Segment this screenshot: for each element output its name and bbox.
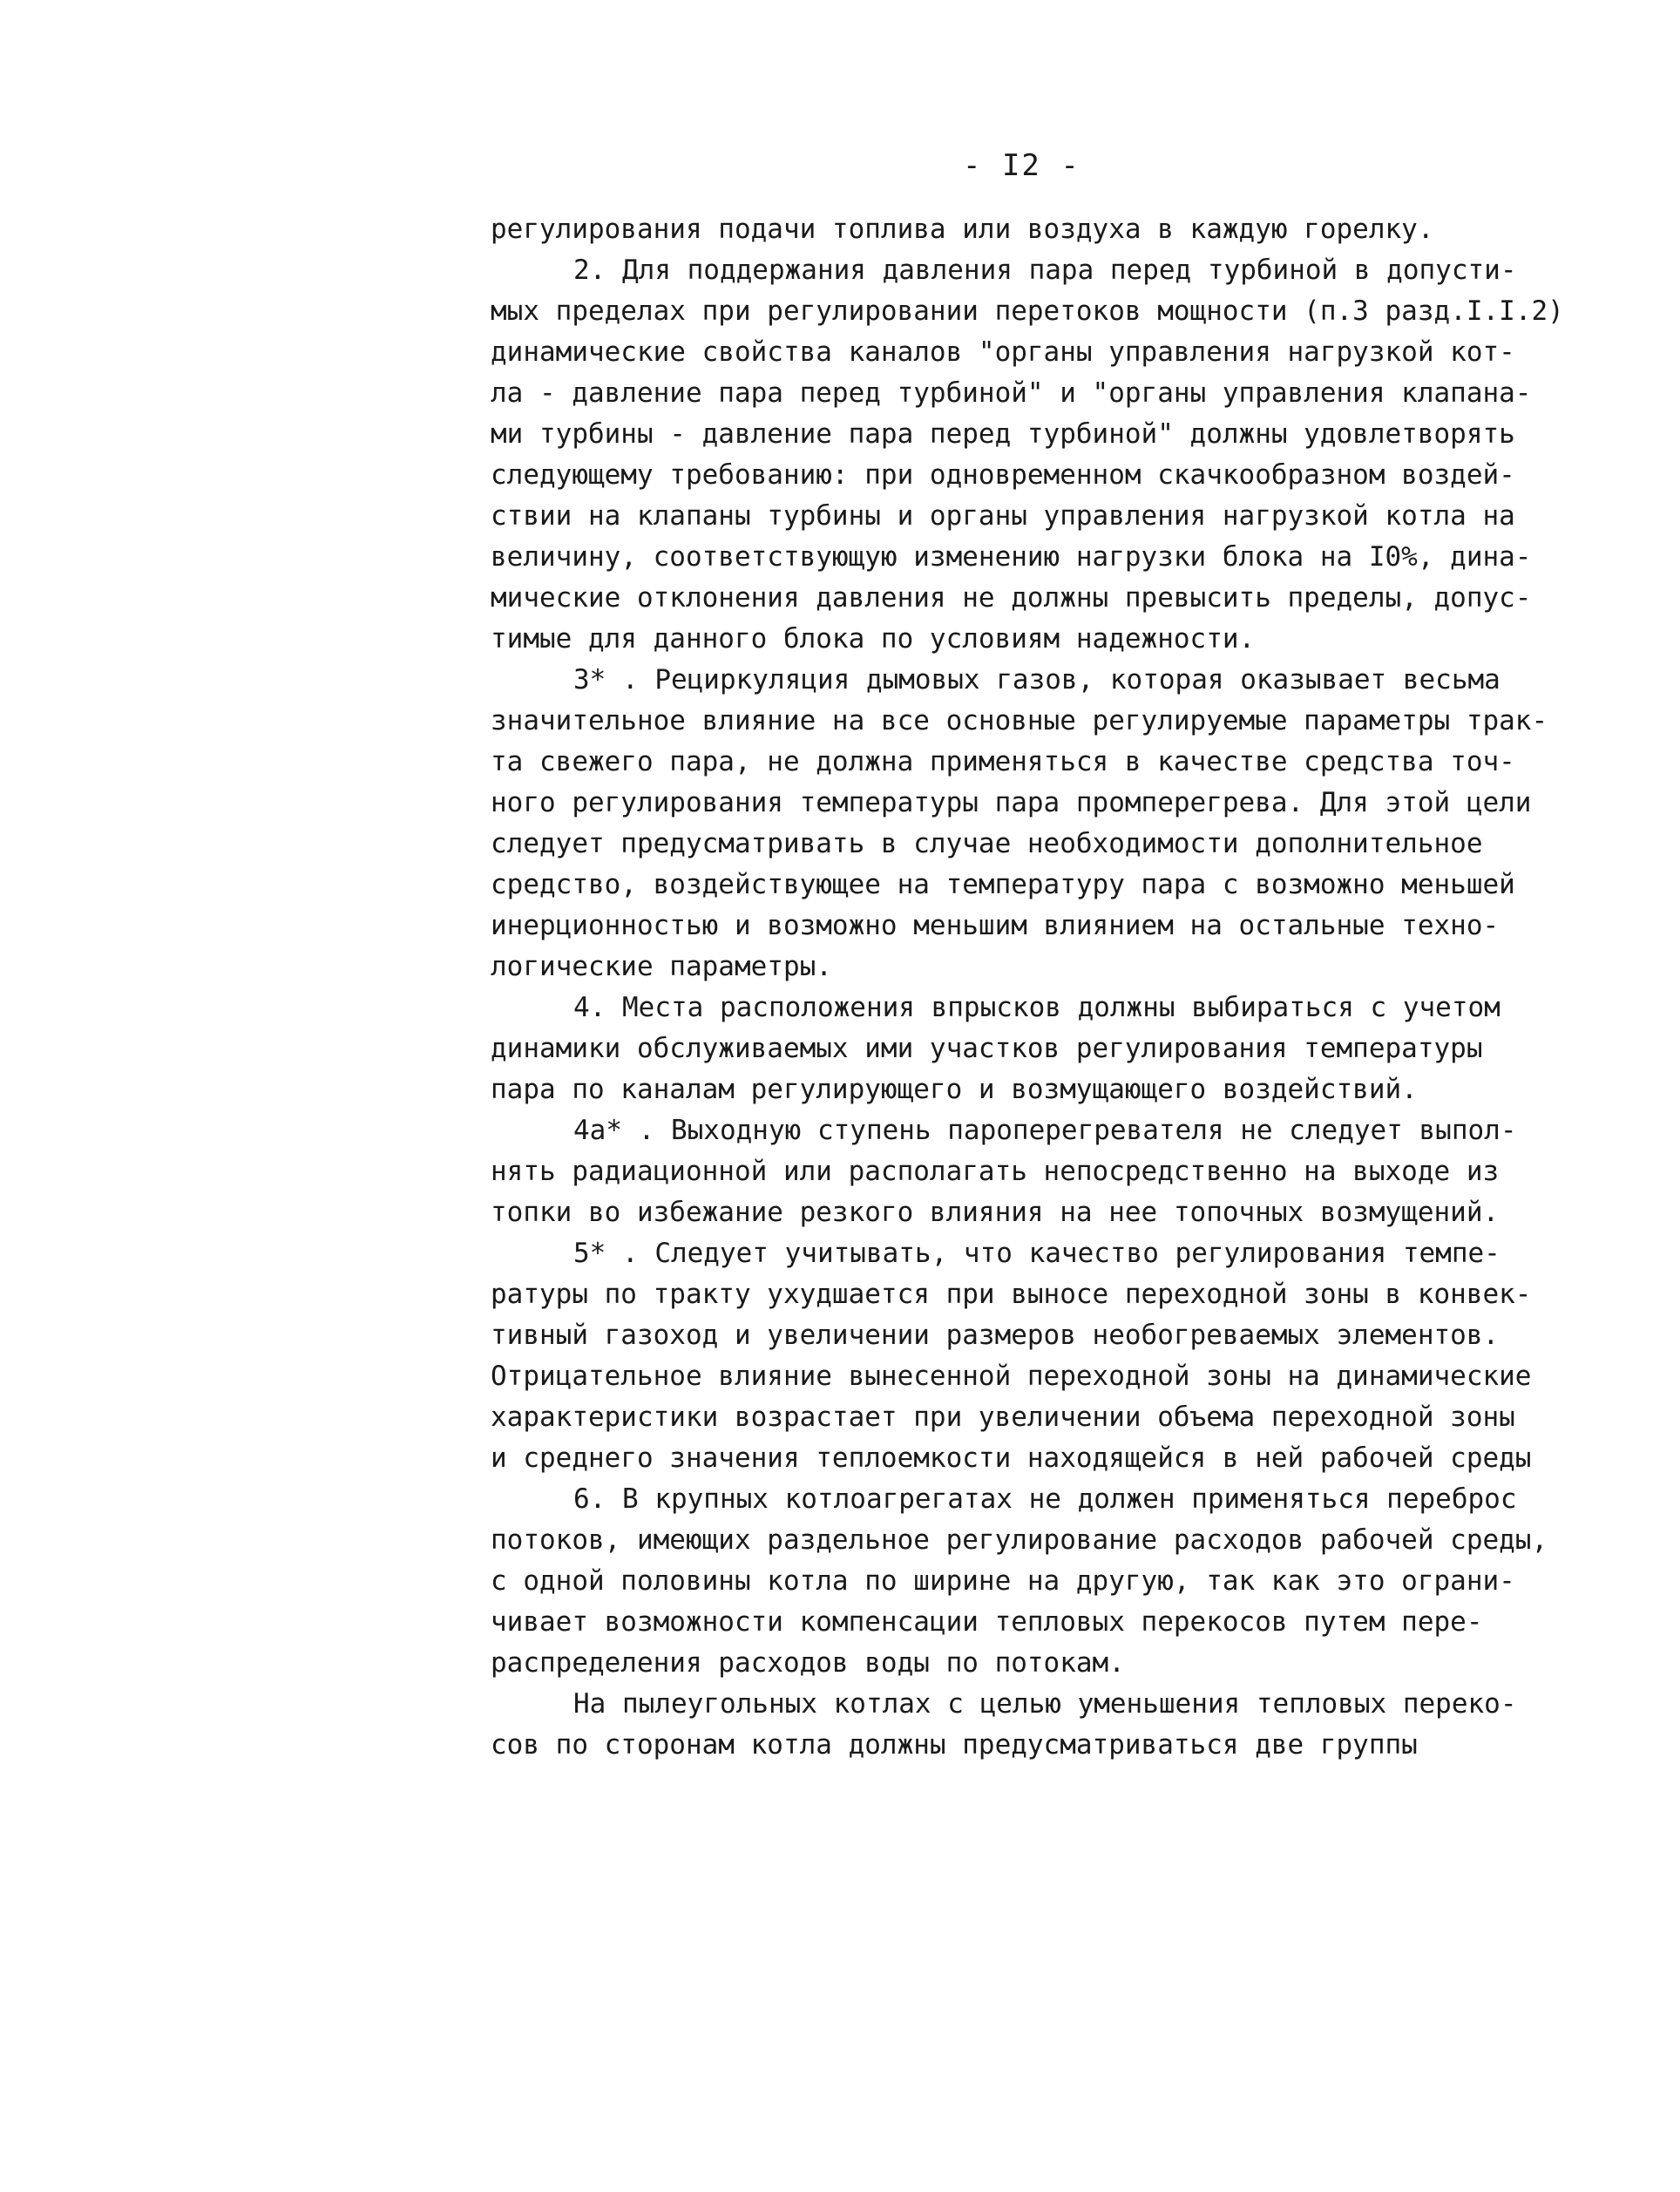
text-line: с одной половины котла по ширине на другую, так как это ограни- <box>491 1565 1515 1597</box>
text-line: динамики обслуживаемых ими участков регулирования температуры <box>491 1033 1483 1064</box>
text-line: характеристики возрастает при увеличении объема переходной зоны <box>491 1401 1515 1433</box>
text-line: регулирования подачи топлива или воздуха в каждую горелку. <box>491 214 1434 245</box>
text-line: чивает возможности компенсации тепловых перекосов путем пере- <box>491 1606 1483 1638</box>
text-line: пара по каналам регулирующего и возмущающего воздействий. <box>491 1074 1418 1105</box>
text-line: средство, воздействующее на температуру пара с возможно меньшей <box>491 869 1515 900</box>
text-line: мых пределах при регулировании перетоков мощности (п.3 разд.I.I.2) <box>491 295 1564 327</box>
text-line: значительное влияние на все основные регулируемые параметры трак- <box>491 705 1548 736</box>
text-line: тивный газоход и увеличении размеров необогреваемых элементов. <box>491 1320 1500 1351</box>
text-line: тимые для данного блока по условиям надежности. <box>491 623 1256 655</box>
page-number: - I2 - <box>963 148 1080 183</box>
text-line: 2. Для поддержания давления пара перед турбиной в допусти- <box>573 254 1517 286</box>
text-line: топки во избежание резкого влияния на нее топочных возмущений. <box>491 1197 1500 1228</box>
text-line: На пылеугольных котлах с целью уменьшения тепловых переко- <box>573 1688 1517 1720</box>
text-line: ми турбины - давление пара перед турбиной" должны удовлетворять <box>491 418 1515 450</box>
body-text <box>491 209 1597 1766</box>
text-line: 4а* . Выходную ступень пароперегревателя не следует выпол- <box>573 1115 1517 1146</box>
text-line: ратуры по тракту ухудшается при выносе переходной зоны в конвек- <box>491 1279 1532 1310</box>
text-line: ствии на клапаны турбины и органы управления нагрузкой котла на <box>491 500 1515 532</box>
text-line: нять радиационной или располагать непосредственно на выходе из <box>491 1156 1500 1187</box>
text-line: 5* . Следует учитывать, что качество регулирования темпе- <box>573 1238 1500 1269</box>
text-line: инерционностью и возможно меньшим влиянием на остальные техно- <box>491 910 1500 941</box>
text-line: 4. Места расположения впрысков должны выбираться с учетом <box>573 992 1500 1023</box>
text-line: 3* . Рециркуляция дымовых газов, которая оказывает весьма <box>573 664 1500 696</box>
text-line: мические отклонения давления не должны превысить пределы, допус- <box>491 582 1532 614</box>
text-line: величину, соответствующую изменению нагрузки блока на I0%, дина- <box>491 541 1532 573</box>
text-line: 6. В крупных котлоагрегатах не должен применяться переброс <box>573 1483 1517 1515</box>
text-line: та свежего пара, не должна применяться в качестве средства точ- <box>491 746 1515 777</box>
text-line: логические параметры. <box>491 951 832 982</box>
text-line: и среднего значения теплоемкости находящейся в ней рабочей среды <box>491 1442 1532 1474</box>
text-line: ла - давление пара перед турбиной" и "органы управления клапана- <box>491 377 1532 409</box>
text-line: распределения расходов воды по потокам. <box>491 1647 1125 1679</box>
text-line: сов по сторонам котла должны предусматриваться две группы <box>491 1729 1418 1761</box>
text-line: следует предусматривать в случае необходимости дополнительное <box>491 828 1483 859</box>
text-line: следующему требованию: при одновременном скачкообразном воздей- <box>491 459 1515 491</box>
text-line: потоков, имеющих раздельное регулирование расходов рабочей среды, <box>491 1524 1548 1556</box>
text-line: Отрицательное влияние вынесенной переходной зоны на динамические <box>491 1361 1532 1392</box>
text-line: динамические свойства каналов "органы управления нагрузкой кот- <box>491 336 1515 368</box>
text-line: ного регулирования температуры пара промперегрева. Для этой цели <box>491 787 1532 818</box>
